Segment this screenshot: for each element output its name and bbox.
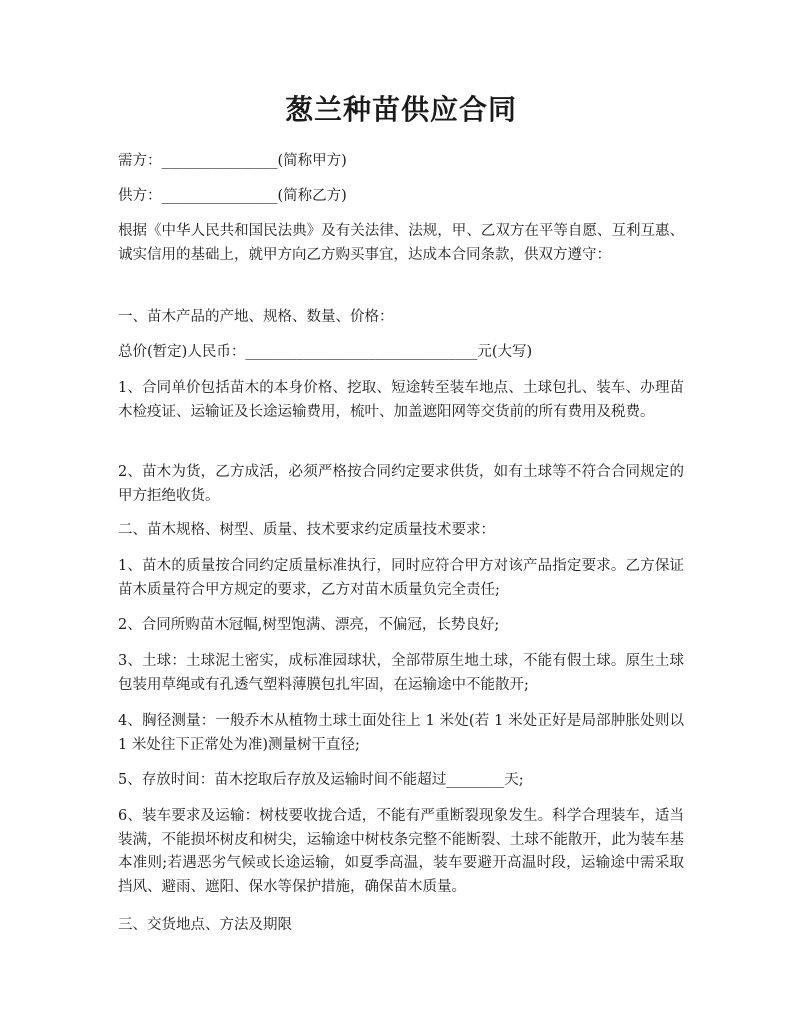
buyer-line: 需方：________________(简称甲方)	[118, 153, 347, 169]
document-title: 葱兰种苗供应合同	[284, 93, 517, 126]
section-heading-2: 二、苗木规格、树型、质量、技术要求约定质量技术要求：	[118, 522, 495, 538]
clause-1-2: 2、苗木为货，乙方成活，必须严格按合同约定要求供货，如有土球等不符合合同规定的甲方拒绝收货。	[118, 464, 684, 504]
clause-2-3: 3、土球：土球泥土密实，成标准园球状，全部带原生地土球，不能有假土球。原生土球包装用草绳或有孔透气塑料薄膜包扎牢固，在运输途中不能散开;	[118, 653, 684, 693]
total-price-line: 总价(暂定)人民币：________________________________元(大写)	[118, 344, 533, 360]
preamble-paragraph: 根据《中华人民共和国民法典》及有关法律、法规，甲、乙双方在平等自愿、互利互惠、诚实信用的基础上，就甲方向乙方购买事宜，达成本合同条款，供双方遵守：	[118, 223, 684, 263]
section-heading-3: 三、交货地点、方法及期限	[118, 917, 292, 933]
section-heading-1: 一、苗木产品的产地、规格、数量、价格：	[118, 309, 394, 325]
clause-1-1: 1、合同单价包括苗木的本身价格、挖取、短途转至装车地点、土球包扎、装车、办理苗木检疫证、运输证及长途运输费用，梳叶、加盖遮阳网等交货前的所有费用及税费。	[118, 380, 684, 420]
supplier-line: 供方：________________(简称乙方)	[118, 188, 347, 204]
clause-2-6: 6、装车要求及运输：树枝要收拢合适，不能有严重断裂现象发生。科学合理装车，适当装满，不能损坏树皮和树尖，运输途中树枝条完整不能断裂、土球不能散开，此为装车基本准则;若遇恶劣气候或长途运输，如夏季高温，装车要避开高温时段，运输途中需采取挡风、避雨、遮阳、保水等保护措施，确保苗木质量。	[118, 808, 684, 895]
clause-2-1: 1、苗木的质量按合同约定质量标准执行，同时应符合甲方对该产品指定要求。乙方保证苗木质量符合甲方规定的要求，乙方对苗木质量负完全责任;	[118, 558, 684, 598]
clause-2-4: 4、胸径测量：一般乔木从植物土球土面处往上 1 米处(若 1 米处正好是局部肿胀处则以 1 米处往下正常处为准)测量树干直径;	[118, 713, 684, 753]
clause-2-2: 2、合同所购苗木冠幅,树型饱满、漂亮，不偏冠，长势良好;	[118, 617, 500, 633]
clause-2-5: 5、存放时间：苗木挖取后存放及运输时间不能超过________天;	[118, 772, 524, 788]
